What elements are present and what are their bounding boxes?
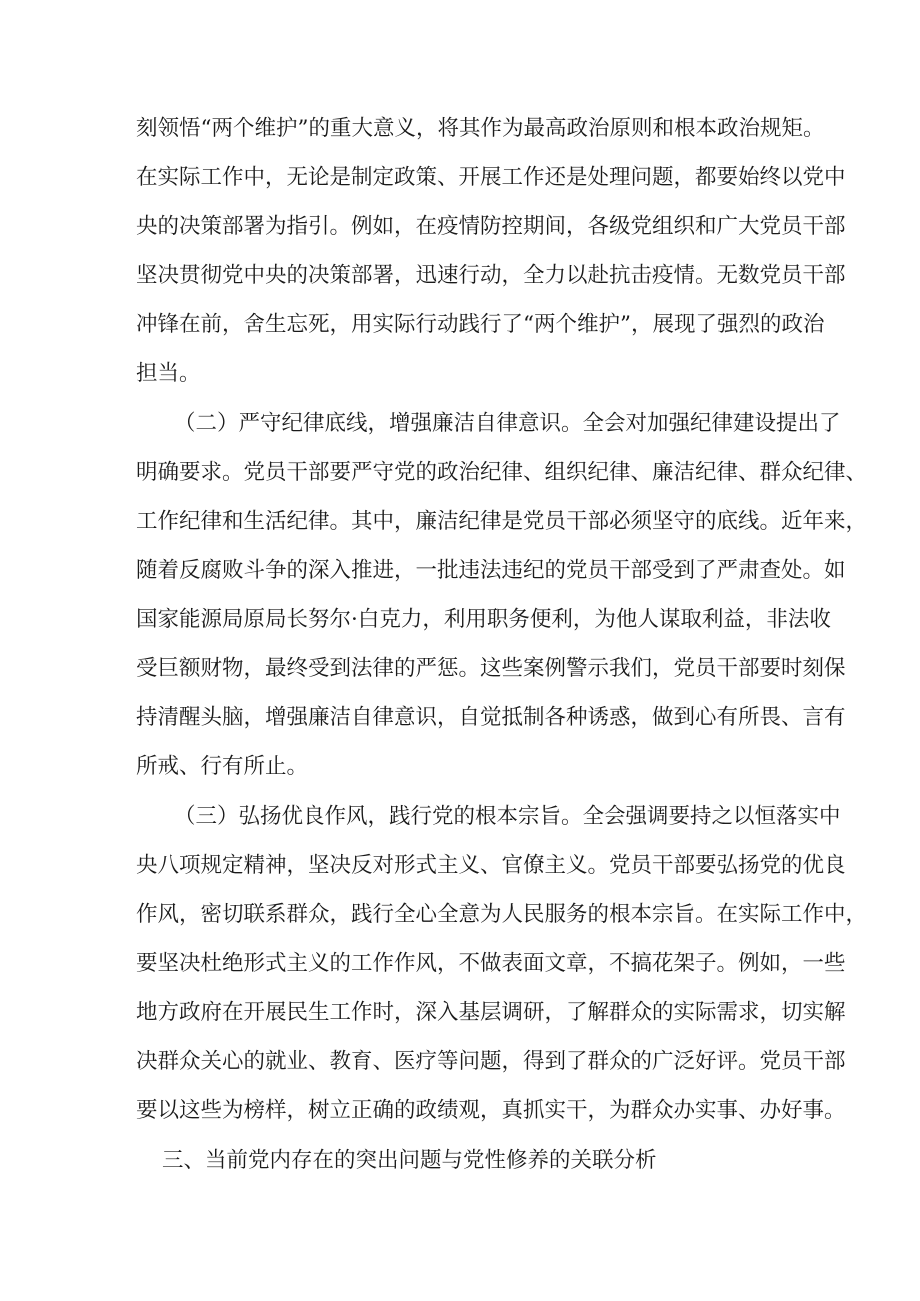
- text-line: 作风，密切联系群众，践行全心全意为人民服务的根本宗旨。在实际工作中，: [136, 902, 868, 927]
- text-line: 央八项规定精神，坚决反对形式主义、官僚主义。党员干部要弘扬党的优良: [136, 853, 846, 878]
- text-line: 要以这些为榜样，树立正确的政绩观，真抓实干，为群众办实事、办好事。: [136, 1098, 846, 1123]
- text-line: 地方政府在开展民生工作时，深入基层调研，了解群众的实际需求，切实解: [136, 1000, 846, 1025]
- text-line: 国家能源局原局长努尔·白克力，利用职务便利，为他人谋取利益，非法收: [136, 607, 831, 632]
- section-heading: 三、当前党内存在的突出问题与党性修养的关联分析: [162, 1148, 657, 1173]
- text-line: 决群众关心的就业、教育、医疗等问题，得到了群众的广泛好评。党员干部: [136, 1049, 846, 1074]
- text-line: 冲锋在前，舍生忘死，用实际行动践行了“两个维护”，展现了强烈的政治: [136, 312, 825, 337]
- text-line: 所戒、行有所止。: [136, 754, 309, 779]
- text-line: （二）严守纪律底线，增强廉洁自律意识。全会对加强纪律建设提出了: [174, 411, 841, 436]
- text-line: 在实际工作中，无论是制定政策、开展工作还是处理问题，都要始终以党中: [136, 165, 846, 190]
- text-line: 随着反腐败斗争的深入推进，一批违法违纪的党员干部受到了严肃查处。如: [136, 558, 846, 583]
- text-line: 持清醒头脑，增强廉洁自律意识，自觉抵制各种诱惑，做到心有所畏、言有: [136, 705, 846, 730]
- text-line: 工作纪律和生活纪律。其中，廉洁纪律是党员干部必须坚守的底线。近年来，: [136, 509, 868, 534]
- text-line: 担当。: [136, 361, 201, 386]
- text-line: 刻领悟“两个维护”的重大意义，将其作为最高政治原则和根本政治规矩。: [136, 116, 825, 141]
- text-line: 受巨额财物，最终受到法律的严惩。这些案例警示我们，党员干部要时刻保: [136, 656, 846, 681]
- text-line: 坚决贯彻党中央的决策部署，迅速行动，全力以赴抗击疫情。无数党员干部: [136, 263, 846, 288]
- text-line: 央的决策部署为指引。例如，在疫情防控期间，各级党组织和广大党员干部: [136, 214, 846, 239]
- text-line: （三）弘扬优良作风，践行党的根本宗旨。全会强调要持之以恒落实中: [174, 804, 841, 829]
- text-line: 明确要求。党员干部要严守党的政治纪律、组织纪律、廉洁纪律、群众纪律、: [136, 460, 868, 485]
- text-line: 要坚决杜绝形式主义的工作作风，不做表面文章，不搞花架子。例如，一些: [136, 951, 846, 976]
